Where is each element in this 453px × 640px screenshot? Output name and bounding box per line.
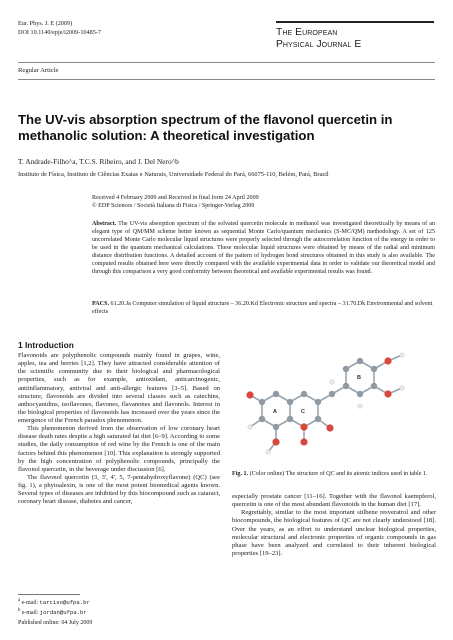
author-list: T. Andrade-Filho^a, T.C.S. Ribeiro, and J. Del Nero^b bbox=[18, 157, 179, 166]
right-column-text bbox=[232, 493, 436, 558]
published-date: Published online: 04 July 2009 bbox=[18, 620, 93, 626]
footnotes bbox=[18, 597, 90, 617]
article-type: Regular Article bbox=[18, 67, 59, 74]
abstract-label: Abstract. bbox=[92, 221, 117, 227]
abstract bbox=[92, 220, 435, 276]
footnote-rule bbox=[18, 594, 80, 595]
divider bbox=[18, 79, 435, 80]
pacs bbox=[92, 300, 435, 316]
journal-name-line2: Physical Journal E bbox=[276, 39, 362, 50]
section-heading: 1 Introduction bbox=[18, 340, 74, 350]
journal-name-line1: The European bbox=[276, 27, 338, 38]
ring-label-b: B bbox=[357, 375, 361, 381]
received-date: Received 4 February 2009 and Received in final form 24 April 2009 bbox=[92, 195, 259, 201]
caption-label: Fig. 1. bbox=[232, 471, 249, 477]
paragraph: This phenomenon derived from the observation of low coronary heart disease death rates despite a high saturated fat diet [6–9]. According to some studies, the daily consumption of red wine by the French is one of the main factors behind this phenomenon [10]. This explanation is strongly supported by the high concentration of polyphenolic compounds, principally the flavonol quercetin, in the beverage under discussion [6]. bbox=[18, 425, 220, 473]
pacs-label: PACS. bbox=[92, 301, 109, 307]
left-column-text bbox=[18, 352, 220, 506]
citation: Eur. Phys. J. E (2009) bbox=[18, 20, 73, 27]
pacs-text: 61.20.Ja Computer simulation of liquid structure – 36.20.Kd Electronic structure and spectra – 31.70.Dk Environmental and solvent effects bbox=[92, 301, 433, 316]
running-header bbox=[18, 20, 101, 37]
email-link[interactable]: jordan@ufpa.br bbox=[39, 609, 87, 617]
paragraph: Flavonoids are polyphenolic compounds mainly found in grapes, wine, apples, tea and berries [1,2]. They have attracted considerable attention of the scientific community due to their biological and pharmacological properties, such as for example, antioxidant, anticarcinogenic, antiinflammatory, antiviral and anti-allergic features [3–5]. Based on structure, flavonoids are divided into several classes such as catechins, anthocyanidins, isoflavones, flavones, flavanones and flavonols. Interest in the biological properties of flavonoids has increased over the years since the emergence of the French paradox phenomenon. bbox=[18, 352, 220, 424]
footnote-b: $^b$ e-mail: jordan@ufpa.br bbox=[18, 608, 87, 617]
journal-logo bbox=[276, 21, 434, 51]
ring-label-c: C bbox=[301, 409, 305, 415]
copyright: © EDP Sciences / Società Italiana di Fisica / Springer-Verlag 2009 bbox=[92, 203, 255, 210]
figure-caption bbox=[232, 470, 436, 478]
paragraph: especially prostate cancer [11–16]. Together with the flavonol kaempferol, quercetin is one of the most abundant flavonoids in the human diet [17]. bbox=[232, 493, 436, 509]
abstract-text: The UV-vis absorption spectrum of the solvated quercetin molecule in methanol was investigated theoretically by means of an elegant type of QM/MM scheme better known as sequential Monte Carlo/quantum mechanics (S-MC/QM) methodology. A set of 125 uncorrelated Monte Carlo molecular liquid structures were properly selected through the autocorrelation function of the energy in order to be used in the quantum mechanical calculations. These molecular liquid structures were obtained by means of the radial and minimum distance distribution functions. A detailed account of the pattern of hydrogen bond structures obtained in this study is also available. The computed results obtained here were directly compared with the available experimental data in order to validate our theoretical model and through this comparison a very good conformity between theoretical and available experimental results was found. bbox=[92, 221, 435, 276]
affiliation: Instituto de Física, Instituto de Ciências Exatas e Naturais, Universidade Federal do Pará, 66075-110, Belém, Pará, Brazil bbox=[18, 171, 329, 178]
dates-block bbox=[92, 194, 435, 211]
doi: DOI 10.1140/epje/i2009-10485-7 bbox=[18, 28, 101, 36]
footnote-a: $^a$ e-mail: tarciso@ufpa.br bbox=[18, 598, 90, 606]
caption-text: (Color online) The structure of QC and its atomic indices used in table 1. bbox=[249, 471, 428, 477]
paragraph: The flavonol quercetin (3, 3', 4', 5, 7-pentahydroxyflavone) (QC) (see fig. 1), a phytoalexin, is one of the most potent biomedical agents known. Several types of diseases are inhibited by this biocompound such as cataract, coronary heart disease, diabetes and cancer, bbox=[18, 473, 220, 506]
email-link[interactable]: tarciso@ufpa.br bbox=[39, 598, 90, 606]
article-title: The UV-vis absorption spectrum of the flavonol quercetin in methanolic solution: A theoretical investigation bbox=[18, 112, 393, 143]
quercetin-structure-figure bbox=[232, 352, 436, 467]
divider bbox=[18, 62, 435, 63]
paragraph: Regrettably, similar to the most important stilbene resveratrol and other biocompounds, the biological features of QC are not clearly understood [18]. Over the years, as an effort to understand unclear biological properties, molecular structural and electronic properties of organic compounds in gas phase have been analyzed and correlated to their inherent biological properties [19–23]. bbox=[232, 509, 436, 557]
ring-label-a: A bbox=[273, 409, 277, 415]
